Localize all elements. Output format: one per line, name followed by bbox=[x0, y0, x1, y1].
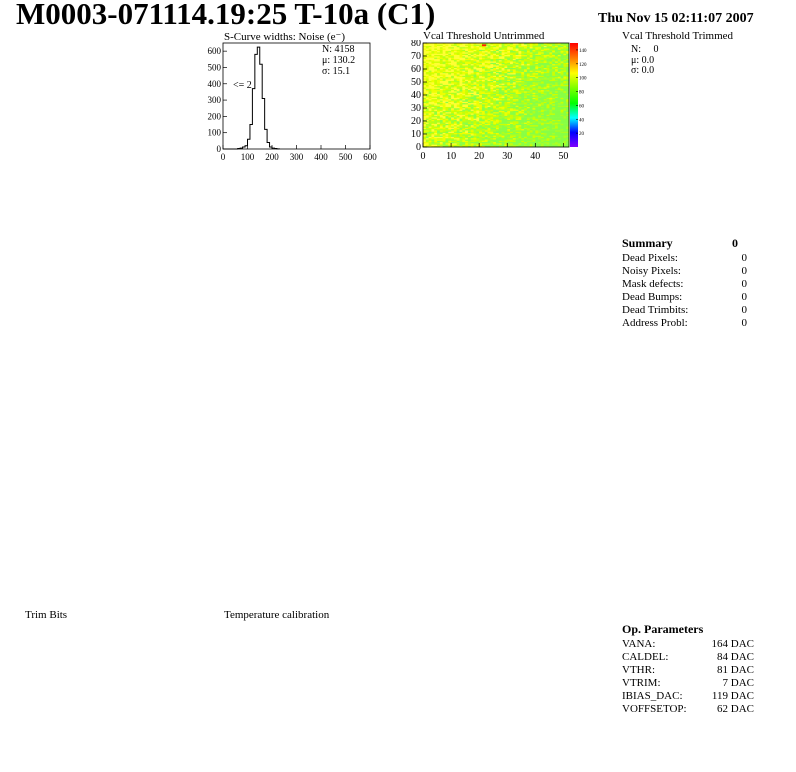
y-tick-label: 300 bbox=[207, 95, 221, 106]
x-tick-label: 500 bbox=[338, 152, 353, 162]
y-tick-label: 200 bbox=[207, 111, 221, 122]
colorbar-tick-label: 120 bbox=[579, 62, 587, 68]
summary-row-label: Dead Trimbits: bbox=[622, 304, 689, 316]
x-tick-label: 300 bbox=[289, 152, 304, 162]
x-tick-label: 200 bbox=[265, 152, 279, 162]
x-tick-label: 0 bbox=[420, 151, 426, 162]
summary-row-label: Dead Pixels: bbox=[622, 252, 678, 264]
summary-row-label: Address Probl: bbox=[622, 317, 688, 329]
x-tick-label: 10 bbox=[446, 151, 457, 162]
summary-panel bbox=[622, 236, 747, 336]
noise-histogram-line bbox=[223, 47, 279, 149]
op-parameter-row bbox=[622, 651, 754, 664]
y-tick-label: 20 bbox=[411, 116, 421, 127]
summary-row-value: 0 bbox=[741, 278, 747, 290]
y-tick-label: 600 bbox=[207, 46, 221, 57]
summary-row-value: 0 bbox=[741, 317, 747, 329]
temperature-calibration-label: Temperature calibration bbox=[224, 609, 330, 621]
trimmed-plot-title: Vcal Threshold Trimmed bbox=[622, 30, 734, 42]
heatmap-colorbar bbox=[570, 43, 578, 147]
summary-row-label: Noisy Pixels: bbox=[622, 265, 681, 277]
summary-row-value: 0 bbox=[741, 252, 747, 264]
untrimmed-heatmap bbox=[400, 40, 600, 162]
op-parameter-row bbox=[622, 664, 754, 677]
x-tick-label: 40 bbox=[530, 151, 541, 162]
noise-stat-sigma: σ: 15.1 bbox=[322, 66, 351, 77]
summary-row bbox=[622, 304, 747, 317]
op-parameter-label: VANA: bbox=[622, 638, 656, 650]
trim-bits-label: Trim Bits bbox=[25, 609, 68, 621]
trimmed-stat-n-value: 0 bbox=[653, 44, 659, 55]
x-tick-label: 600 bbox=[363, 152, 377, 162]
op-parameter-row bbox=[622, 677, 754, 690]
colorbar-tick-label: 40 bbox=[579, 118, 584, 124]
y-tick-label: 10 bbox=[411, 129, 421, 140]
summary-row bbox=[622, 252, 747, 265]
page-title: M0003-071114.19:25 T-10a (C1) bbox=[16, 0, 436, 31]
op-parameter-row bbox=[622, 703, 754, 716]
heatmap-cell bbox=[482, 44, 486, 46]
colorbar-tick-label: 80 bbox=[579, 90, 584, 96]
op-parameter-label: VTRIM: bbox=[622, 677, 661, 689]
summary-row-label: Dead Bumps: bbox=[622, 291, 683, 303]
op-parameter-row bbox=[622, 690, 754, 703]
x-tick-label: 100 bbox=[240, 152, 255, 162]
y-tick-label: 0 bbox=[216, 144, 221, 154]
trimmed-stat-mu: μ: 0.0 bbox=[631, 55, 655, 66]
trimmed-stat-n-label: N: bbox=[631, 44, 641, 55]
y-tick-label: 70 bbox=[411, 51, 421, 62]
noise-histogram bbox=[200, 40, 390, 162]
summary-row-value: 0 bbox=[741, 304, 747, 316]
op-parameter-value: 81 DAC bbox=[717, 664, 754, 676]
trimmed-stat-n bbox=[631, 44, 659, 55]
y-tick-label: 40 bbox=[411, 90, 421, 101]
summary-row-value: 0 bbox=[741, 291, 747, 303]
summary-row bbox=[622, 265, 747, 278]
x-tick-label: 30 bbox=[502, 151, 513, 162]
op-parameter-value: 7 DAC bbox=[722, 677, 754, 689]
x-tick-label: 0 bbox=[220, 152, 226, 162]
summary-total: 0 bbox=[732, 236, 738, 250]
summary-row bbox=[622, 317, 747, 330]
y-tick-label: 500 bbox=[207, 62, 221, 73]
op-parameter-value: 62 DAC bbox=[717, 703, 754, 715]
summary-row bbox=[622, 291, 747, 304]
noise-stat-n: N: 4158 bbox=[322, 44, 355, 55]
colorbar-tick-label: 60 bbox=[579, 104, 584, 110]
y-tick-label: 100 bbox=[207, 127, 221, 138]
op-parameter-label: VOFFSETOP: bbox=[622, 703, 687, 715]
summary-row-value: 0 bbox=[741, 265, 747, 277]
heatmap-cells bbox=[423, 43, 569, 147]
y-tick-label: 50 bbox=[411, 77, 421, 88]
x-tick-label: 50 bbox=[558, 151, 569, 162]
noise-stat-mu: μ: 130.2 bbox=[322, 55, 356, 66]
y-tick-label: 80 bbox=[411, 40, 421, 49]
summary-row-label: Mask defects: bbox=[622, 278, 684, 290]
op-parameter-label: IBIAS_DAC: bbox=[622, 690, 683, 702]
y-tick-label: 60 bbox=[411, 64, 421, 75]
colorbar-tick-label: 140 bbox=[579, 48, 587, 54]
op-parameter-value: 164 DAC bbox=[711, 638, 754, 650]
colorbar-tick-label: 100 bbox=[579, 76, 587, 82]
colorbar-tick-label: 20 bbox=[579, 132, 584, 138]
trimmed-stat-sigma: σ: 0.0 bbox=[631, 65, 655, 76]
noise-underflow-label: <= 2 bbox=[233, 80, 252, 91]
op-parameter-value: 119 DAC bbox=[711, 690, 754, 702]
op-parameter-label: CALDEL: bbox=[622, 651, 669, 663]
y-tick-label: 400 bbox=[207, 78, 221, 89]
op-parameters-heading: Op. Parameters bbox=[622, 622, 704, 636]
y-tick-label: 30 bbox=[411, 103, 421, 114]
x-tick-label: 20 bbox=[474, 151, 485, 162]
op-parameter-label: VTHR: bbox=[622, 664, 655, 676]
summary-heading: Summary bbox=[622, 236, 673, 250]
op-parameter-value: 84 DAC bbox=[717, 651, 754, 663]
op-parameters-panel bbox=[622, 622, 754, 722]
untrimmed-plot-title: Vcal Threshold Untrimmed bbox=[423, 30, 545, 42]
noise-plot-title: S-Curve widths: Noise (e⁻) bbox=[224, 31, 345, 43]
x-tick-label: 400 bbox=[314, 152, 328, 162]
y-tick-label: 0 bbox=[416, 142, 421, 153]
summary-row bbox=[622, 278, 747, 291]
op-parameter-row bbox=[622, 638, 754, 651]
timestamp: Thu Nov 15 02:11:07 2007 bbox=[598, 11, 754, 26]
